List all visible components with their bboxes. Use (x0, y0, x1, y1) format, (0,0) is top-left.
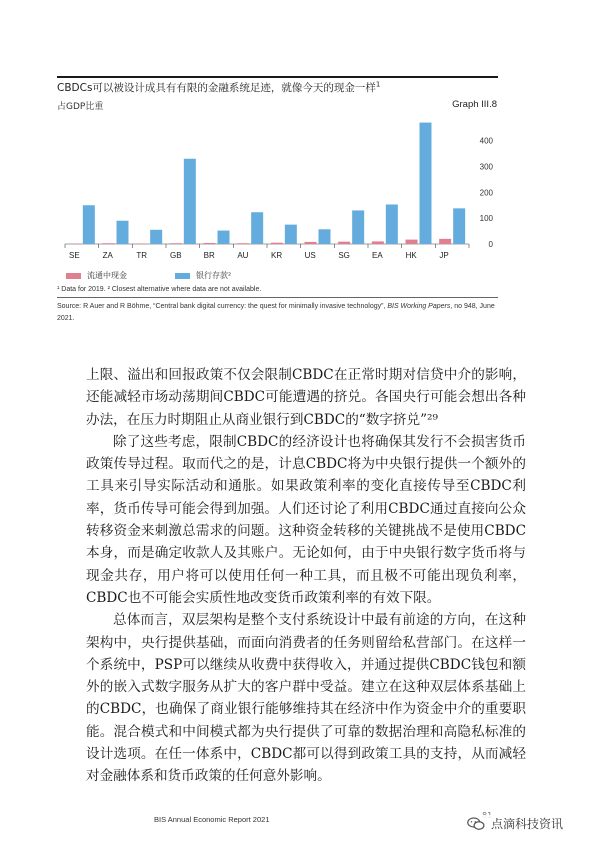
y-tick-label: 300 (479, 162, 493, 172)
bar-deposits (352, 210, 364, 244)
bar-cash (439, 239, 451, 244)
x-tick-label: JP (439, 251, 449, 260)
chart-title: CBDCs可以被设计成具有有限的金融系统足迹，就像今天的现金一样$^1$ (57, 80, 381, 94)
watermark-text: 点滴科技资讯 (491, 817, 564, 831)
y-tick-label: 100 (479, 214, 493, 224)
chart-unit-label: 占GDP比重 (57, 102, 104, 112)
graph-number-label: Graph III.8 (452, 99, 497, 110)
footer-report-title: BIS Annual Economic Report 2021 (154, 815, 270, 824)
bar-cash (372, 241, 384, 244)
bar-deposits (251, 212, 263, 244)
legend-label: 流通中现金 (87, 271, 127, 280)
paragraph-1: 上限、溢出和回报政策不仅会限制CBDC在正常时期对信贷中介的影响，还能减轻市场动荡期间CBDC可能遭遇的挤兑。各国央行可能会想出各种办法，在压力时期阻止从商业银行到CBDC的“数字挤兑”²⁹ (86, 367, 526, 428)
bar-deposits (218, 231, 230, 244)
legend-item (66, 270, 127, 281)
chart-notes: ¹ Data for 2019. ² Closest alternative where data are not available. (57, 286, 262, 293)
bar-cash (271, 243, 283, 244)
bar-deposits (420, 123, 432, 244)
chart-source: Source: R Auer and R Böhme, “Central bank digital currency: the quest for minimally invasive technology”, BIS Working Papers, no 948, June 2021. (57, 303, 495, 322)
bar-cash (338, 242, 350, 244)
bar-deposits (150, 230, 162, 244)
x-tick-label: AU (237, 251, 249, 260)
chart-legend (66, 270, 279, 281)
x-tick-label: TR (136, 251, 148, 260)
chart-top-rule (57, 76, 498, 78)
x-tick-label: ZA (102, 251, 113, 260)
legend-item (175, 270, 231, 281)
watermark (467, 815, 563, 832)
x-tick-label: KR (271, 251, 283, 260)
y-tick-label: 400 (479, 136, 493, 146)
x-tick-label: HK (405, 251, 417, 260)
bar-cash (103, 243, 115, 244)
x-tick-label: SG (338, 251, 350, 260)
y-tick-label: 200 (479, 188, 493, 198)
bar-cash (305, 242, 317, 244)
bar-deposits (319, 229, 331, 244)
bar-deposits (285, 225, 297, 244)
x-tick-label: SE (69, 251, 80, 260)
y-tick-label: 0 (488, 240, 493, 249)
x-tick-label: US (304, 251, 316, 260)
bar-deposits (184, 159, 196, 244)
paragraph-2: 除了这些考虑，限制CBDC的经济设计也将确保其发行不会损害货币政策传导过程。取而代之的是，计息CBDC将为中央银行提供一个额外的工具来引导实际活动和通胀。如果政策利率的变化直接传导至CBDC利率，货币传导可能会得到加强。人们还讨论了利用CBDC通过直接向公众转移资金来刺激总需求的问题。这种资金转移的关键挑战不是使用CBDC本身，而是确定收款人及其账户。无论如何，由于中央银行数字货币将与现金共存，用户将可以使用任何一种工具，而且极不可能出现负利率，CBDC也不可能会实质性地改变货币政策利率的有效下限。 (86, 433, 526, 606)
bar-cash (204, 243, 216, 244)
legend-swatch (175, 273, 190, 279)
bar-deposits (117, 221, 129, 244)
bar-cash (237, 243, 249, 244)
bar-deposits (453, 208, 465, 244)
legend-label: 银行存款² (196, 271, 232, 280)
bar-chart (57, 112, 498, 284)
body-text (86, 364, 526, 788)
bar-deposits (386, 204, 398, 244)
paragraph-3: 总体而言，双层架构是整个支付系统设计中最有前途的方向，在这种架构中，央行提供基础，而面向消费者的任务则留给私营部门。在这样一个系统中，PSP可以继续从收费中获得收入，并通过提供CBDC钱包和额外的嵌入式数字服务从扩大的客户群中受益。建立在这种双层体系基础上的CBDC，也确保了商业银行能够维持其在经济中作为资金中介的重要职能。混合模式和中间模式都为央行提供了可靠的数据治理和高隐私标准的设计选项。在任一体系中，CBDC都可以得到政策工具的支持，从而减轻对金融体系和货币政策的任何意外影响。 (86, 612, 526, 785)
wechat-icon (467, 817, 485, 831)
bar-cash (406, 240, 418, 244)
legend-swatch (66, 273, 81, 279)
bar-cash (170, 243, 182, 244)
x-tick-label: GB (170, 251, 182, 260)
x-tick-label: BR (203, 251, 215, 260)
x-tick-label: EA (372, 251, 383, 260)
bar-cash (136, 243, 148, 244)
bar-deposits (83, 205, 95, 244)
bar-cash (69, 244, 81, 245)
chart-bottom-rule (57, 297, 498, 298)
